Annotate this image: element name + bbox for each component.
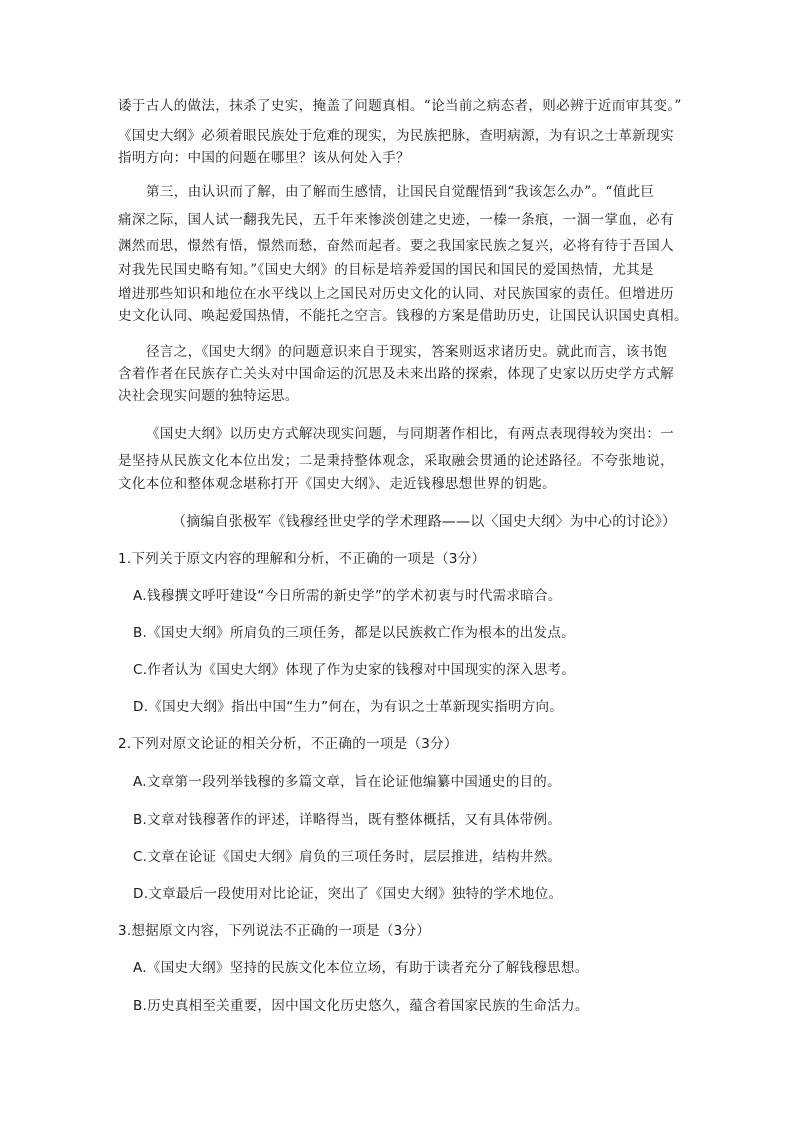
- passage-line: 渊然而思，憬然有悟，憬然而愁，奋然而起者。要之我国家民族之复兴，必将有待于吾国人: [118, 238, 674, 254]
- passage-line: 痛深之际，国人试一翻我先民，五千年来惨淡创建之史迹，一榛一条痕，一涸一掌血，必有: [118, 212, 674, 228]
- passage-line: 诿于古人的做法，抹杀了史实，掩盖了问题真相。“论当前之病态者，则必辨于近而审其变。”: [118, 98, 682, 114]
- passage-line: 含着作者在民族存亡关头对中国命运的沉思及未来出路的探索，体现了史家以历史学方式解: [118, 366, 674, 382]
- question-stem: 3.想据原文内容，下列说法不正确的一项是（3分）: [118, 923, 431, 939]
- passage-line: 文化本位和整体观念堪称打开《国史大纲》、走近钱穆思想世界的钥匙。: [118, 476, 557, 492]
- question-option: D.文章最后一段使用对比论证，突出了《国史大纲》独特的学术地位。: [133, 886, 563, 902]
- source-citation: （摘编自张极军《钱穆经世史学的学术理路——以〈国史大纲〉为中心的讨论》）: [172, 514, 677, 530]
- question-option: B.文章对钱穆著作的评述，详略得当，既有整体概括，又有具体带例。: [133, 812, 562, 828]
- passage-line: 是坚持从民族文化本位出发；二是秉持整体观念，采取融会贯通的论述路径。不夸张地说，: [118, 453, 674, 469]
- question-option: C.作者认为《国史大纲》体现了作为史家的钱穆对中国现实的深入思考。: [133, 662, 576, 678]
- passage-line: 《国史大纲》以历史方式解决现实问题，与同期著作相比，有两点表现得较为突出：一: [146, 426, 675, 442]
- question-option: D.《国史大纲》指出中国“生力”何在，为有识之士革新现实指明方向。: [133, 699, 564, 715]
- question-option: A.钱穆撰文呼吁建设“今日所需的新史学”的学术初衷与时代需求暗合。: [133, 588, 562, 604]
- passage-line: 决社会现实问题的独特运思。: [118, 388, 299, 404]
- passage-line: 增进那些知识和地位在水平线以上之国民对历史文化的认同、对民族国家的责任。但增进历: [118, 286, 674, 302]
- passage-line: 径言之，《国史大纲》的问题意识来自于现实，答案则返求诸历史。就此而言，该书饱: [146, 344, 668, 360]
- passage-line: 对我先民国史略有知。”《国史大纲》的目标是培养爱国的国民和国民的爱国热情，尤其是: [118, 262, 654, 278]
- passage-line: 史文化认同、唤起爱国热情，不能托之空言。钱穆的方案是借助历史，让国民认识国史真相。: [118, 308, 688, 324]
- question-option: A.《国史大纲》坚持的民族文化本位立场，有助于读者充分了解钱穆思想。: [133, 960, 589, 976]
- passage-line: 《国史大纲》必须着眼民族处于危难的现实，为民族把脉，查明病源，为有识之士革新现实: [118, 128, 674, 144]
- question-option: B.《国史大纲》所肩负的三项任务，都是以民族救亡作为根本的出发点。: [133, 625, 575, 641]
- question-option: B.历史真相至关重要，因中国文化历史悠久，蕴含着国家民族的生命活力。: [133, 998, 589, 1014]
- question-stem: 2.下列对原文论证的相关分析，不正确的一项是（3分）: [118, 736, 458, 752]
- question-option: C.文章在论证《国史大纲》肩负的三项任务时，层层推进，结构井然。: [133, 849, 562, 865]
- question-option: A.文章第一段列举钱穆的多篇文章，旨在论证他编纂中国通史的目的。: [133, 774, 561, 790]
- passage-line: 第三，由认识而了解，由了解而生感情，让国民自觉醒悟到“我该怎么办”。“值此巨: [146, 184, 655, 200]
- passage-line: 指明方向：中国的问题在哪里？该从何处入手？: [118, 150, 410, 166]
- question-stem: 1.下列关于原文内容的理解和分析，不正确的一项是（3分）: [118, 551, 486, 567]
